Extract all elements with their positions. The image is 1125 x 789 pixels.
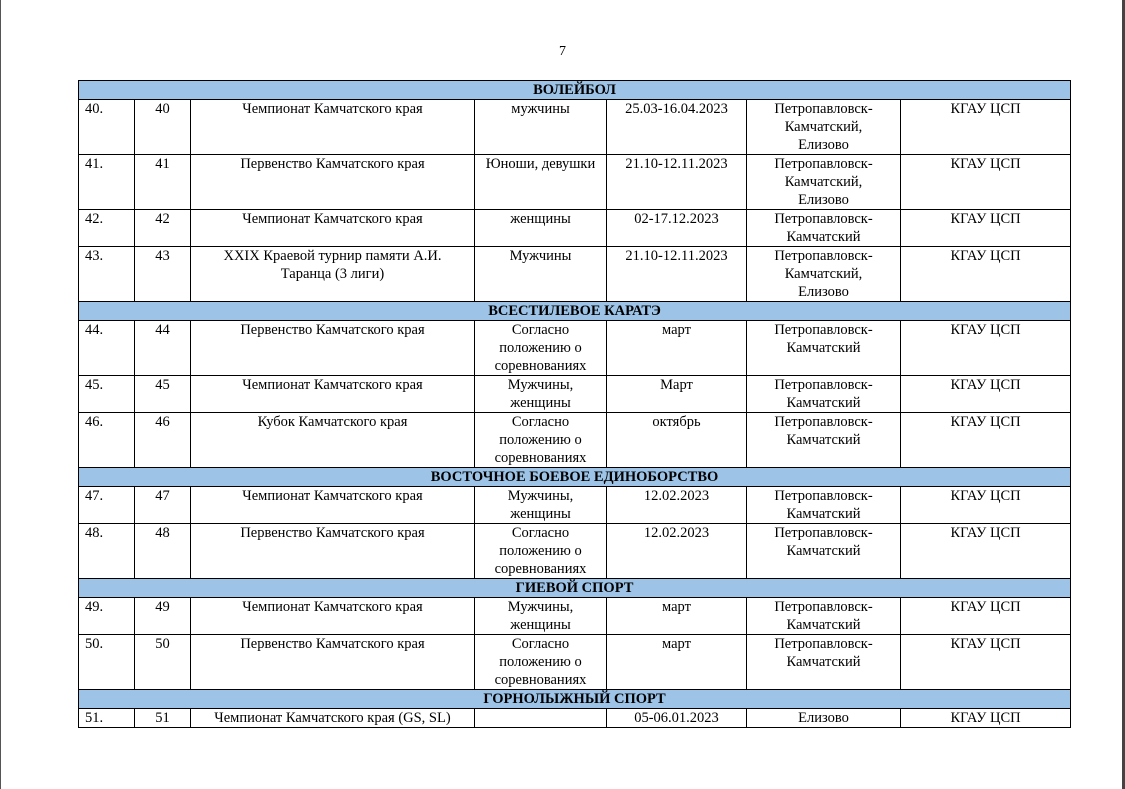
event-date: октябрь (607, 413, 747, 468)
table-row (79, 487, 1071, 524)
participants: Мужчины, женщины (475, 376, 607, 413)
organizer: КГАУ ЦСП (901, 155, 1071, 210)
organizer: КГАУ ЦСП (901, 376, 1071, 413)
event-place: Елизово (747, 709, 901, 728)
table-row (79, 413, 1071, 468)
row-number: 48. (79, 524, 135, 579)
row-id: 42 (135, 210, 191, 247)
row-number: 43. (79, 247, 135, 302)
participants: мужчины (475, 100, 607, 155)
page-left-edge (0, 0, 1, 789)
event-place: Петропавловск- Камчатский (747, 321, 901, 376)
event-date: март (607, 635, 747, 690)
event-place: Петропавловск- Камчатский (747, 413, 901, 468)
event-name: XXIX Краевой турнир памяти А.И. Таранца (3 лиги) (191, 247, 475, 302)
event-name: Первенство Камчатского края (191, 635, 475, 690)
row-number: 42. (79, 210, 135, 247)
organizer: КГАУ ЦСП (901, 210, 1071, 247)
organizer: КГАУ ЦСП (901, 709, 1071, 728)
event-place: Петропавловск- Камчатский, Елизово (747, 100, 901, 155)
event-place: Петропавловск- Камчатский (747, 598, 901, 635)
section-header-row (79, 302, 1071, 321)
table-row (79, 598, 1071, 635)
row-number: 44. (79, 321, 135, 376)
event-name: Чемпионат Камчатского края (191, 100, 475, 155)
row-id: 41 (135, 155, 191, 210)
event-name: Чемпионат Камчатского края (191, 598, 475, 635)
row-id: 49 (135, 598, 191, 635)
participants: Мужчины (475, 247, 607, 302)
event-name: Первенство Камчатского края (191, 524, 475, 579)
table-row (79, 635, 1071, 690)
table-row (79, 376, 1071, 413)
participants: Согласно положению о соревнованиях (475, 321, 607, 376)
table-row (79, 155, 1071, 210)
event-place: Петропавловск- Камчатский (747, 376, 901, 413)
event-place: Петропавловск- Камчатский, Елизово (747, 155, 901, 210)
organizer: КГАУ ЦСП (901, 321, 1071, 376)
event-date: 25.03-16.04.2023 (607, 100, 747, 155)
participants: Согласно положению о соревнованиях (475, 524, 607, 579)
organizer: КГАУ ЦСП (901, 598, 1071, 635)
participants: Мужчины, женщины (475, 487, 607, 524)
table-row (79, 100, 1071, 155)
participants (475, 709, 607, 728)
organizer: КГАУ ЦСП (901, 413, 1071, 468)
participants: Мужчины, женщины (475, 598, 607, 635)
row-id: 43 (135, 247, 191, 302)
event-date: март (607, 598, 747, 635)
row-id: 51 (135, 709, 191, 728)
organizer: КГАУ ЦСП (901, 487, 1071, 524)
events-table (78, 80, 1071, 728)
row-number: 50. (79, 635, 135, 690)
section-title: ВСЕСТИЛЕВОЕ КАРАТЭ (79, 302, 1071, 321)
event-date: 05-06.01.2023 (607, 709, 747, 728)
row-number: 45. (79, 376, 135, 413)
event-place: Петропавловск- Камчатский (747, 487, 901, 524)
section-title: ГИЕВОЙ СПОРТ (79, 579, 1071, 598)
event-date: 21.10-12.11.2023 (607, 155, 747, 210)
row-number: 47. (79, 487, 135, 524)
table-row (79, 321, 1071, 376)
table-row (79, 210, 1071, 247)
table-row (79, 524, 1071, 579)
event-name: Чемпионат Камчатского края (191, 210, 475, 247)
row-number: 40. (79, 100, 135, 155)
row-number: 49. (79, 598, 135, 635)
organizer: КГАУ ЦСП (901, 524, 1071, 579)
section-title: ВОЛЕЙБОЛ (79, 81, 1071, 100)
organizer: КГАУ ЦСП (901, 635, 1071, 690)
event-date: март (607, 321, 747, 376)
section-header-row (79, 81, 1071, 100)
event-name: Чемпионат Камчатского края (191, 487, 475, 524)
participants: Юноши, девушки (475, 155, 607, 210)
section-header-row (79, 468, 1071, 487)
table-row (79, 709, 1071, 728)
section-title: ГОРНОЛЫЖНЫЙ СПОРТ (79, 690, 1071, 709)
row-number: 41. (79, 155, 135, 210)
section-title: ВОСТОЧНОЕ БОЕВОЕ ЕДИНОБОРСТВО (79, 468, 1071, 487)
event-date: 12.02.2023 (607, 524, 747, 579)
row-number: 46. (79, 413, 135, 468)
event-name: Чемпионат Камчатского края (191, 376, 475, 413)
event-place: Петропавловск- Камчатский, Елизово (747, 247, 901, 302)
organizer: КГАУ ЦСП (901, 247, 1071, 302)
event-date: 12.02.2023 (607, 487, 747, 524)
row-number: 51. (79, 709, 135, 728)
row-id: 44 (135, 321, 191, 376)
organizer: КГАУ ЦСП (901, 100, 1071, 155)
event-date: 02-17.12.2023 (607, 210, 747, 247)
row-id: 40 (135, 100, 191, 155)
row-id: 46 (135, 413, 191, 468)
row-id: 45 (135, 376, 191, 413)
event-date: 21.10-12.11.2023 (607, 247, 747, 302)
event-place: Петропавловск- Камчатский (747, 635, 901, 690)
row-id: 47 (135, 487, 191, 524)
event-name: Первенство Камчатского края (191, 155, 475, 210)
participants: женщины (475, 210, 607, 247)
table-row (79, 247, 1071, 302)
row-id: 48 (135, 524, 191, 579)
event-date: Март (607, 376, 747, 413)
event-name: Чемпионат Камчатского края (GS, SL) (191, 709, 475, 728)
event-name: Кубок Камчатского края (191, 413, 475, 468)
page-number: 7 (559, 44, 566, 59)
event-name: Первенство Камчатского края (191, 321, 475, 376)
row-id: 50 (135, 635, 191, 690)
event-place: Петропавловск- Камчатский (747, 524, 901, 579)
event-place: Петропавловск- Камчатский (747, 210, 901, 247)
participants: Согласно положению о соревнованиях (475, 635, 607, 690)
participants: Согласно положению о соревнованиях (475, 413, 607, 468)
section-header-row (79, 690, 1071, 709)
section-header-row (79, 579, 1071, 598)
